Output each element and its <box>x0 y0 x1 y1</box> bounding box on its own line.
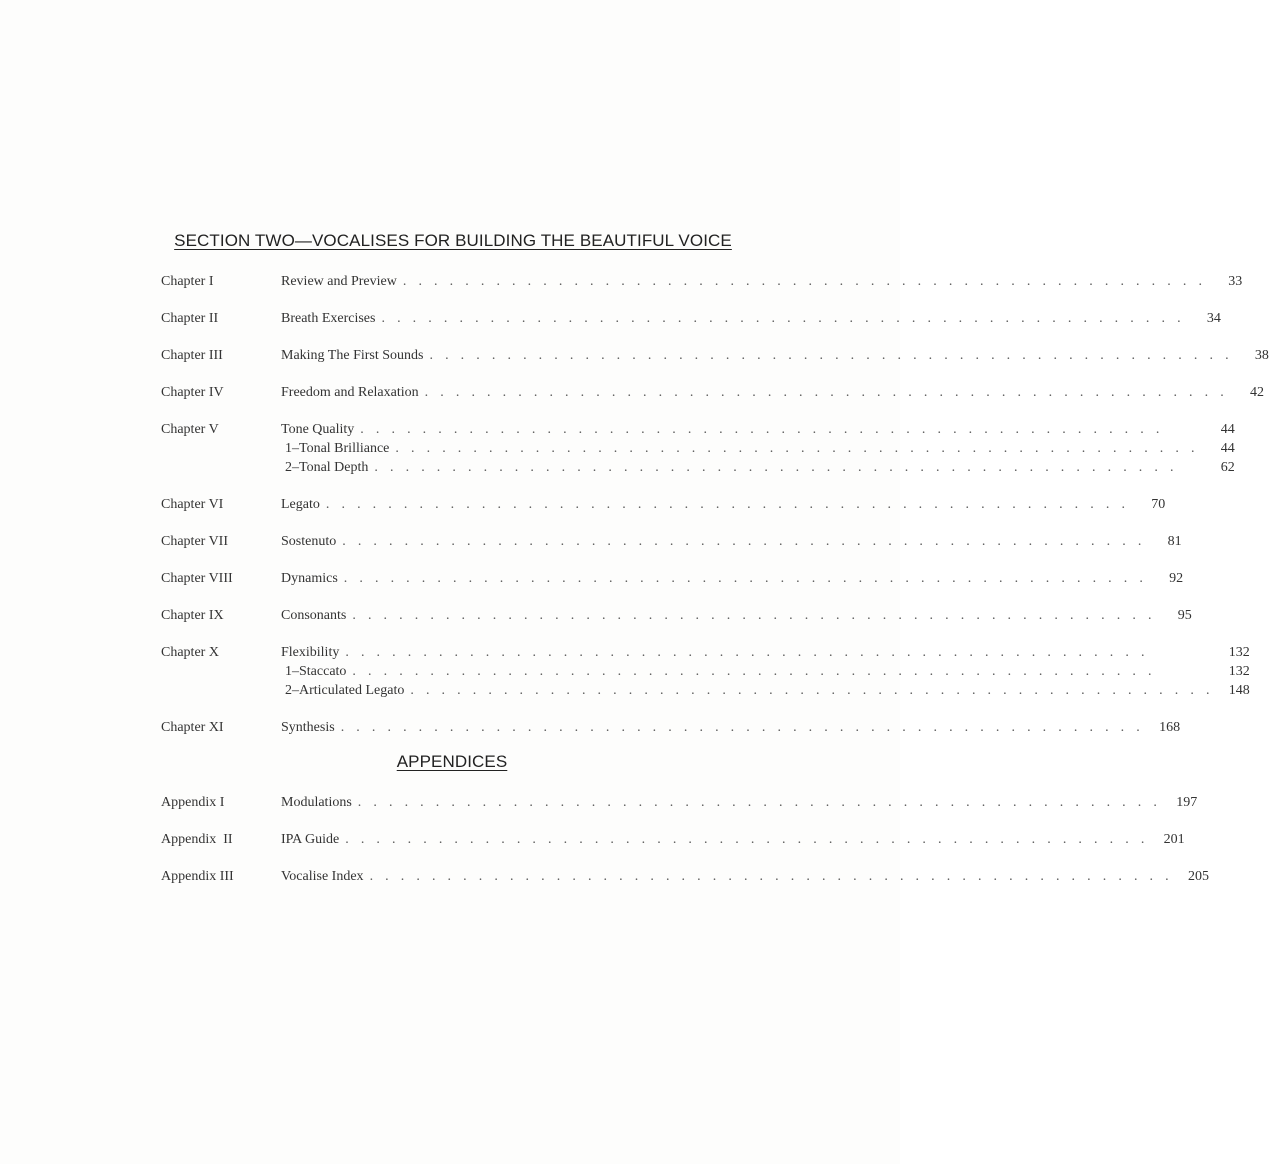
dot-leader <box>345 830 1148 849</box>
chapter-title: Freedom and Relaxation <box>281 385 419 400</box>
toc-line <box>281 867 1209 886</box>
toc-line <box>281 569 1183 588</box>
chapter-label: Chapter III <box>161 348 223 363</box>
chapter-label: Chapter VII <box>161 534 228 549</box>
appendix-label: Appendix I <box>161 795 225 810</box>
section-two-toc <box>161 272 1269 737</box>
page-number: 92 <box>1169 571 1184 586</box>
page-number: 197 <box>1176 795 1198 810</box>
page-number: 44 <box>1220 422 1235 437</box>
chapter-label: Chapter X <box>161 645 219 660</box>
toc-entry <box>161 495 1166 514</box>
page-number: 42 <box>1250 385 1265 400</box>
page-number: 148 <box>1228 683 1250 698</box>
appendix-label: Appendix III <box>161 869 234 884</box>
appendix-title: Vocalise Index <box>281 869 364 884</box>
page-number: 34 <box>1206 311 1221 326</box>
dot-leader <box>425 383 1228 402</box>
appendices-heading <box>2 752 902 772</box>
dot-leader <box>381 309 1184 328</box>
section-two-heading-text: SECTION TWO—VOCALISES FOR BUILDING THE BEAUTIFUL VOICE <box>174 231 732 250</box>
chapter-label: Chapter I <box>161 274 214 289</box>
toc-entry <box>161 793 1198 812</box>
appendices-heading-text: APPENDICES <box>396 752 508 771</box>
chapter-title: Making The First Sounds <box>281 348 424 363</box>
toc-line <box>281 793 1197 812</box>
page-number: 95 <box>1177 608 1192 623</box>
page-number: 132 <box>1228 664 1250 679</box>
page-number: 168 <box>1159 720 1181 735</box>
toc-entry <box>161 718 1181 737</box>
toc-entry <box>161 420 1235 477</box>
dot-leader <box>374 458 1198 477</box>
page-number: 81 <box>1167 534 1182 549</box>
toc-subline <box>281 681 1250 700</box>
dot-leader <box>410 681 1213 700</box>
toc-line <box>281 309 1221 328</box>
page-number: 44 <box>1220 441 1235 456</box>
toc-line <box>281 383 1264 402</box>
appendices-toc <box>161 793 1209 886</box>
page-number: 205 <box>1187 869 1209 884</box>
toc-entry <box>161 532 1182 551</box>
toc-line <box>281 272 1242 291</box>
toc-entry <box>161 346 1269 365</box>
dot-leader <box>352 606 1155 625</box>
toc-line <box>281 718 1180 737</box>
page-number: 132 <box>1228 645 1250 660</box>
appendix-title: IPA Guide <box>281 832 340 847</box>
chapter-label: Chapter VIII <box>161 571 233 586</box>
toc-entry <box>161 383 1265 402</box>
section-two-heading <box>3 231 903 251</box>
chapter-title: Tone Quality <box>281 422 355 437</box>
dot-leader <box>352 662 1213 681</box>
subsection-title: 1–Tonal Brilliance <box>285 441 390 456</box>
toc-subline <box>281 662 1250 681</box>
toc-line <box>281 532 1182 551</box>
toc-entry <box>161 272 1243 291</box>
chapter-title: Sostenuto <box>281 534 337 549</box>
dot-leader <box>370 867 1173 886</box>
chapter-label: Chapter IX <box>161 608 224 623</box>
toc-entry <box>161 867 1209 886</box>
toc-subline <box>281 458 1235 477</box>
toc-entry <box>161 830 1185 849</box>
dot-leader <box>360 420 1199 439</box>
dot-leader <box>342 532 1145 551</box>
chapter-title: Breath Exercises <box>281 311 376 326</box>
page-number: 70 <box>1151 497 1166 512</box>
toc-entry <box>161 606 1192 625</box>
dot-leader <box>358 793 1161 812</box>
subsection-title: 2–Articulated Legato <box>285 683 405 698</box>
toc-line <box>281 830 1185 849</box>
chapter-title: Legato <box>281 497 320 512</box>
toc-entry <box>161 569 1184 588</box>
dot-leader <box>403 272 1206 291</box>
chapter-title: Synthesis <box>281 720 335 735</box>
toc-line <box>281 606 1192 625</box>
appendix-label: Appendix II <box>161 832 233 847</box>
dot-leader <box>341 718 1144 737</box>
dot-leader <box>395 439 1198 458</box>
chapter-label: Chapter II <box>161 311 219 326</box>
chapter-title: Dynamics <box>281 571 338 586</box>
chapter-title: Review and Preview <box>281 274 397 289</box>
page-number: 201 <box>1163 832 1185 847</box>
toc-line <box>281 420 1235 439</box>
chapter-title: Consonants <box>281 608 347 623</box>
toc-entry <box>161 309 1221 328</box>
toc-entry <box>161 643 1250 700</box>
appendix-title: Modulations <box>281 795 352 810</box>
chapter-label: Chapter IV <box>161 385 224 400</box>
page-number: 62 <box>1220 460 1235 475</box>
subsection-title: 2–Tonal Depth <box>285 460 369 475</box>
page-number: 33 <box>1228 274 1243 289</box>
chapter-label: Chapter V <box>161 422 219 437</box>
chapter-label: Chapter XI <box>161 720 224 735</box>
toc-line <box>281 495 1165 514</box>
toc-subline <box>281 439 1235 458</box>
dot-leader <box>429 346 1232 365</box>
toc-line <box>281 643 1250 662</box>
dot-leader <box>345 643 1213 662</box>
page-number: 38 <box>1254 348 1269 363</box>
dot-leader <box>344 569 1147 588</box>
subsection-title: 1–Staccato <box>285 664 347 679</box>
chapter-label: Chapter VI <box>161 497 224 512</box>
toc-line <box>281 346 1269 365</box>
chapter-title: Flexibility <box>281 645 340 660</box>
dot-leader <box>326 495 1129 514</box>
